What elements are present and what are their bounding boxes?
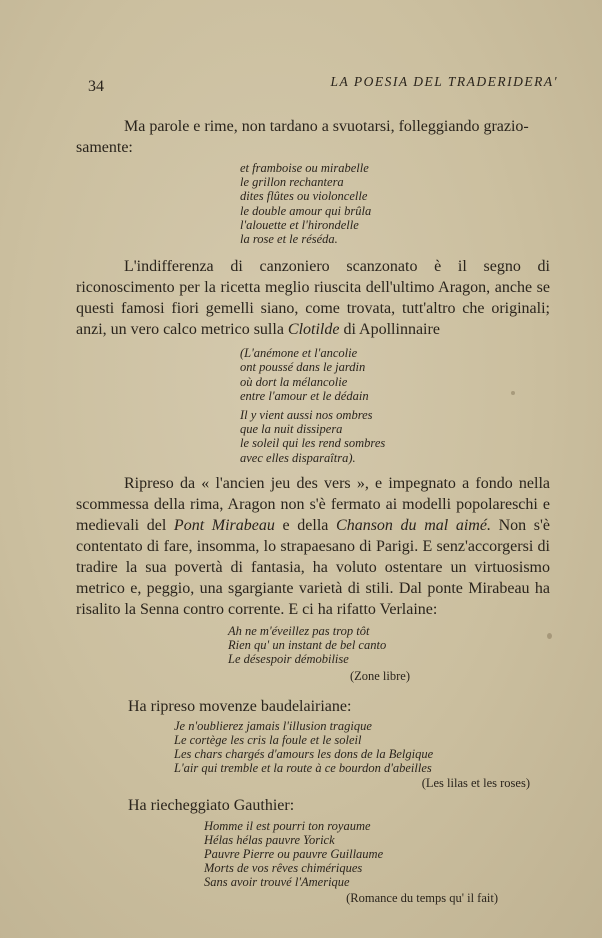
page-body: [76, 116, 551, 905]
verse-line: Homme il est pourri ton royaume: [204, 818, 371, 833]
paragraph-3-text: Ripreso da « l'ancien jeu des vers », e impegnato a fondo nella scommessa della rima, Aragon non s'è fermato ai modelli popolareschi e medievali del: [76, 474, 550, 534]
verse-quote-3: [228, 624, 410, 684]
verse-quote-5: [204, 819, 498, 905]
page-number: 34: [88, 78, 104, 95]
verse-line: Pauvre Pierre ou pauvre Guillaume: [204, 847, 384, 862]
lead-line-baudelaire: [128, 696, 550, 717]
paragraph-2-text-end: di Apollinnaire: [339, 321, 440, 339]
verse-line: l'alouette et l'hirondelle: [240, 217, 359, 232]
verse-line: Rien qu' un instant de bel canto: [228, 638, 387, 653]
verse-line: entre l'amour et le dédain: [240, 388, 369, 403]
verse-line: où dort la mélancolie: [240, 374, 348, 389]
verse-line: Le cortège les cris la foule et le soleil: [174, 732, 362, 747]
lead-line-text: Ha ripreso movenze baudelairiane:: [128, 697, 352, 715]
paragraph-3-title-2: Chanson du mal aimé.: [336, 516, 491, 534]
paragraph-1-end: [76, 137, 550, 158]
verse-quote-2: [240, 346, 550, 465]
verse-source: (Les lilas et les roses): [421, 776, 530, 791]
verse-line: ont poussé dans le jardin: [240, 360, 366, 375]
verse-line: Il y vient aussi nos ombres: [240, 408, 373, 423]
lead-line-gauthier: [128, 795, 550, 816]
paragraph-1-line-2: samente:: [76, 139, 133, 156]
verse-line: dites flûtes ou violoncelle: [240, 189, 368, 204]
verse-line: que la nuit dissipera: [240, 422, 343, 437]
paragraph-2-text: L'indifferenza di canzoniero scanzonato è il segno di riconoscimento per la ricetta meglio riuscita dell'ultimo Aragon, anche se questi famosi fiori gemelli siano, come trovata, tutt'altro che originali; anzi, un vero calco metrico sulla: [76, 258, 550, 339]
paragraph-3: [76, 473, 550, 620]
verse-line: et framboise ou mirabelle: [240, 161, 369, 175]
paragraph-2: [76, 256, 550, 340]
verse-line: L'air qui tremble et la route à ce bourdon d'abeilles: [174, 761, 432, 776]
paragraph-2-title: Clotilde: [287, 321, 340, 339]
verse-quote-4: [174, 719, 530, 791]
verse-source: (Zone libre): [349, 669, 410, 684]
paragraph-1-line-1: Ma parole e rime, non tardano a svuotarsi, folleggiando grazio-: [124, 118, 529, 135]
paragraph-3-title-1: Pont Mirabeau: [173, 516, 275, 534]
paragraph-3-text-end: Non s'è contentato di fare, insomma, lo strapaesano di Parigi. E senz'accorgersi di tradire la sua povertà di fantasia, ha voluto ostentare un virtuosismo metrico e, peggio, una sgargiante varietà di stili. Dal ponte Mirabeau ha risalito la Senna contro corrente. E ci ha rifatto Verlaine:: [76, 516, 551, 618]
verse-line: Les chars chargés d'amours les dons de la Belgique: [174, 747, 434, 762]
verse-line: le double amour qui brûla: [240, 203, 372, 218]
verse-line: Morts de vos rêves chimériques: [204, 861, 363, 876]
verse-line: le grillon rechantera: [240, 175, 344, 190]
verse-line: Je n'oublierez jamais l'illusion tragique: [174, 718, 372, 733]
verse-line: Sans avoir trouvé l'Amerique: [204, 875, 350, 890]
paragraph-3-text-mid: e della: [274, 516, 337, 534]
verse-line: la rose et le réséda.: [240, 232, 338, 247]
paragraph-1: [76, 116, 550, 137]
verse-line: le soleil qui les rend sombres: [240, 436, 386, 451]
verse-line: Le désespoir démobilise: [228, 652, 349, 667]
page-header: [88, 74, 558, 94]
lead-line-text: Ha riecheggiato Gauthier:: [128, 796, 295, 814]
verse-source: (Romance du temps qu' il fait): [346, 890, 498, 905]
verse-line: Ah ne m'éveillez pas trop tôt: [228, 623, 370, 638]
verse-line: avec elles disparaîtra).: [240, 450, 356, 465]
verse-quote-1: [240, 161, 550, 246]
running-title: LA POESIA DEL TRADERIDERA': [330, 74, 558, 89]
verse-line: Hélas hélas pauvre Yorick: [204, 832, 335, 847]
verse-line: (L'anémone et l'ancolie: [240, 346, 358, 361]
